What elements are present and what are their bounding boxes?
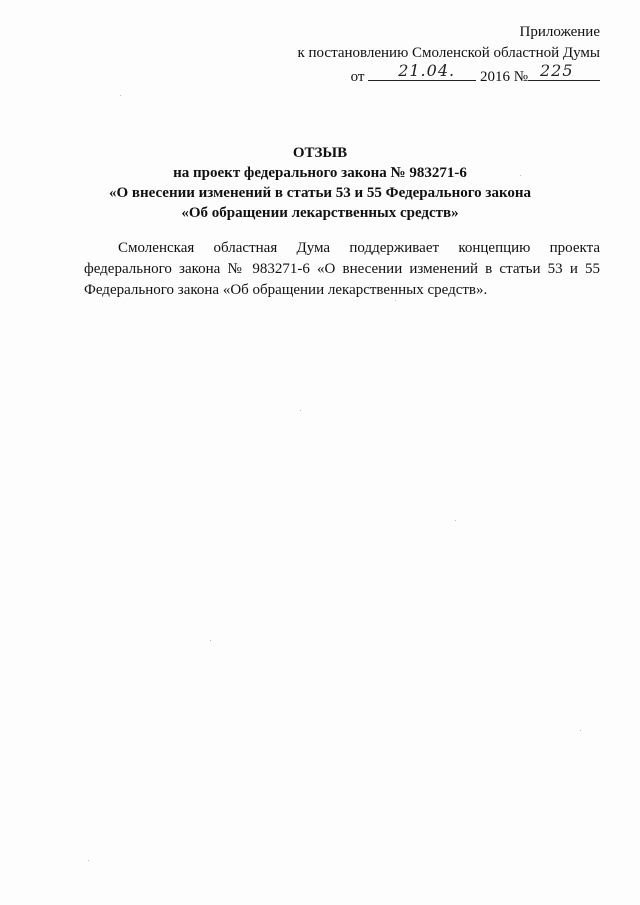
title-line-4: «Об обращении лекарственных средств» — [181, 205, 459, 221]
scan-speck — [520, 175, 521, 176]
appendix-date-number-line — [297, 61, 600, 88]
handwritten-number: 225 — [540, 61, 574, 80]
document-title — [0, 143, 640, 223]
title-heading: ОТЗЫВ — [292, 145, 348, 161]
number-blank — [528, 61, 600, 81]
scan-speck — [210, 640, 211, 641]
from-label: от — [350, 69, 365, 85]
scan-speck — [120, 95, 121, 96]
handwritten-date: 21.04. — [398, 61, 456, 80]
scan-speck — [580, 730, 581, 731]
title-line-3: «О внесении изменений в статьи 53 и 55 Федерального закона — [108, 185, 532, 201]
date-blank — [368, 61, 476, 81]
scan-speck — [88, 860, 89, 861]
scan-speck — [395, 300, 396, 301]
appendix-header — [297, 22, 600, 88]
title-line-2: на проект федерального закона № 983271-6 — [173, 165, 467, 181]
scan-speck — [455, 520, 456, 521]
appendix-title: Приложение — [519, 24, 600, 40]
body-paragraph: Смоленская областная Дума поддерживает концепцию проекта федерального закона № 983271-6 «О внесении изменений в статьи 53 и 55 Федерального закона «Об обращении лекарственных средств». — [84, 240, 600, 298]
scan-speck — [300, 410, 301, 411]
appendix-resolution-ref: к постановлению Смоленской областной Думы — [297, 45, 600, 61]
year-number-label: 2016 № — [479, 69, 528, 85]
